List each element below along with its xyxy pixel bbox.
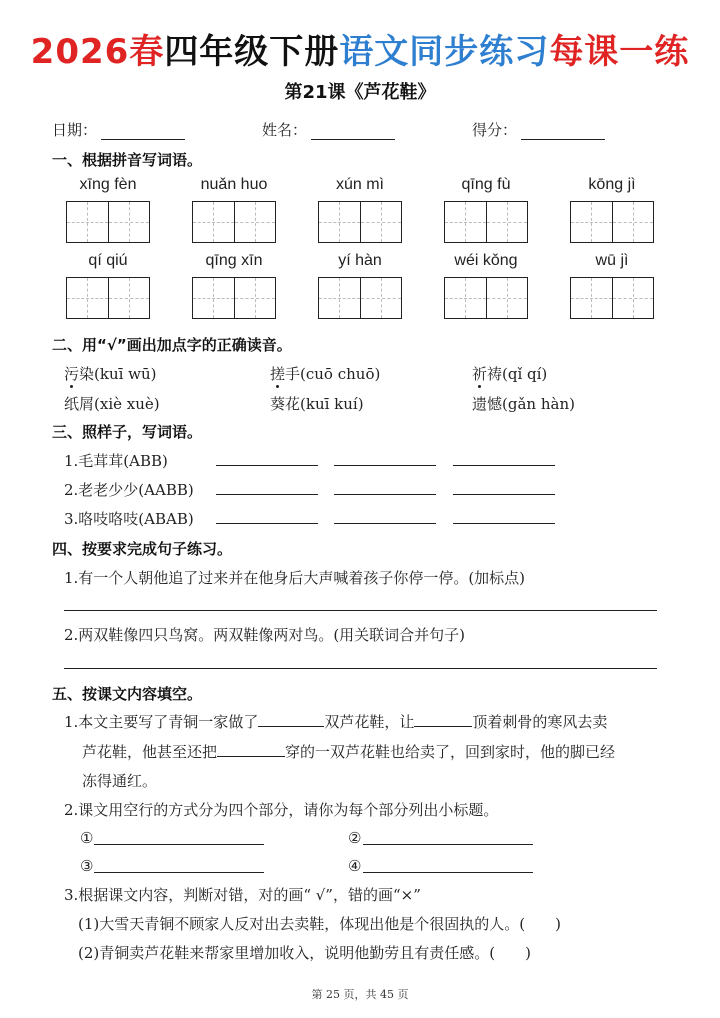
plain-char: 纸	[64, 395, 80, 413]
subtitle-mark: ①	[80, 829, 94, 847]
answer-line[interactable]	[94, 872, 264, 873]
answer-line[interactable]	[453, 523, 555, 524]
fill-blank-line	[82, 741, 615, 762]
fill-blank[interactable]	[217, 742, 285, 757]
sentence-question: 2.两双鞋像四只鸟窝。两双鞋像两对鸟。(用关联词合并句子)	[64, 626, 466, 644]
writing-grid-box[interactable]	[192, 277, 276, 319]
reading-item[interactable]	[64, 393, 160, 414]
writing-grid-box[interactable]	[570, 201, 654, 243]
pinyin-label: wū jì	[595, 252, 629, 269]
section-3-title: 三、照样子，写词语。	[52, 423, 203, 441]
pinyin-label: qīng fù	[461, 176, 511, 193]
name-blank[interactable]	[311, 125, 395, 140]
writing-grid-box[interactable]	[66, 277, 150, 319]
question-text: 3.根据课文内容，判断对错，对的画“ √”，错的画“×”	[64, 886, 421, 904]
answer-line[interactable]	[216, 523, 318, 524]
writing-grid-box[interactable]	[66, 201, 150, 243]
question-text: 冻得通红。	[82, 772, 158, 790]
answer-line[interactable]	[363, 844, 533, 845]
answer-line[interactable]	[334, 523, 436, 524]
score-field[interactable]	[472, 119, 605, 140]
question-text: 芦花鞋，他甚至还把	[82, 743, 218, 761]
section-4-title: 四、按要求完成句子练习。	[52, 540, 233, 558]
pattern-example: 2.老老少少(AABB)	[64, 481, 194, 499]
pinyin-label: kōng jì	[588, 176, 636, 193]
writing-grid-box[interactable]	[192, 201, 276, 243]
name-field[interactable]	[262, 119, 395, 140]
writing-grid-box[interactable]	[444, 201, 528, 243]
answer-line[interactable]	[334, 465, 436, 466]
section-5-title: 五、按课文内容填空。	[52, 685, 203, 703]
pinyin-label: wéi kǒng	[454, 252, 518, 269]
reading-item[interactable]	[472, 393, 575, 414]
lesson-title: 第21课《芦花鞋》	[284, 82, 436, 103]
judgement-item[interactable]: (1)大雪天青铜不顾家人反对出去卖鞋，体现出他是个很固执的人。( )	[78, 915, 561, 933]
reading-options: 染(kuī wū)	[79, 365, 157, 383]
question-text: 2.课文用空行的方式分为四个部分，请你为每个部分列出小标题。	[64, 801, 499, 819]
section-2-title: 二、用“√”画出加点字的正确读音。	[52, 336, 292, 354]
dotted-char: 搓	[270, 365, 286, 383]
question-text: 顶着刺骨的寒风去卖	[472, 713, 608, 731]
sentence-question: 1.有一个人朝他追了过来并在他身后大声喊着孩子你停一停。(加标点)	[64, 569, 526, 587]
writing-grid-box[interactable]	[444, 277, 528, 319]
reading-options: 手(cuō chuō)	[285, 365, 381, 383]
section-1-title: 一、根据拼音写词语。	[52, 151, 203, 169]
pattern-example: 3.咯吱咯吱(ABAB)	[64, 510, 194, 528]
date-field[interactable]	[52, 119, 185, 140]
pinyin-label: yí hàn	[338, 252, 382, 269]
writing-grid-box[interactable]	[318, 277, 402, 319]
subtitle-mark: ③	[80, 857, 94, 875]
pinyin-label: xún mì	[335, 176, 384, 193]
answer-line[interactable]	[64, 610, 657, 611]
reading-item[interactable]	[270, 393, 364, 414]
pattern-example: 1.毛茸茸(ABB)	[64, 452, 168, 470]
question-text: 穿的一双芦花鞋也给卖了，回到家时，他的脚已经	[285, 743, 616, 761]
writing-grid-box[interactable]	[318, 201, 402, 243]
dotted-char: 祈	[472, 365, 488, 383]
reading-item[interactable]	[270, 363, 380, 384]
pinyin-label: qí qiú	[88, 252, 128, 269]
reading-options: 祷(qǐ qí)	[487, 365, 548, 383]
score-blank[interactable]	[521, 125, 605, 140]
answer-line[interactable]	[453, 465, 555, 466]
plain-char: 葵	[270, 395, 286, 413]
fill-blank-line	[64, 711, 607, 732]
reading-options: 屑(xiè xuè)	[79, 395, 160, 413]
banner-grade: 四年级下册	[164, 32, 340, 72]
banner-year: 2026春	[30, 32, 165, 72]
subtitle-mark: ②	[348, 829, 362, 847]
answer-line[interactable]	[363, 872, 533, 873]
dotted-char: 污	[64, 365, 80, 383]
judgement-item[interactable]: (2)青铜卖芦花鞋来帮家里增加收入，说明他勤劳且有责任感。( )	[78, 944, 531, 962]
answer-line[interactable]	[94, 844, 264, 845]
fill-blank[interactable]	[414, 712, 472, 727]
writing-grid-box[interactable]	[570, 277, 654, 319]
score-label: 得分：	[472, 121, 518, 139]
pinyin-label: xīng fèn	[79, 176, 137, 193]
banner-subject: 语文同步练习	[339, 32, 550, 72]
answer-line[interactable]	[453, 494, 555, 495]
question-text: 1.本文主要写了青铜一家做了	[64, 713, 259, 731]
worksheet-banner	[0, 30, 720, 74]
pinyin-label: qīng xīn	[205, 252, 263, 269]
question-text: 双芦花鞋，让	[324, 713, 415, 731]
date-blank[interactable]	[101, 125, 185, 140]
date-label: 日期：	[52, 121, 98, 139]
pinyin-label: nuǎn huo	[200, 176, 268, 193]
subtitle-mark: ④	[348, 857, 362, 875]
reading-item[interactable]	[64, 363, 157, 384]
reading-options: 憾(gǎn hàn)	[487, 395, 575, 413]
plain-char: 遗	[472, 395, 488, 413]
reading-options: 花(kuī kuí)	[285, 395, 364, 413]
answer-line[interactable]	[64, 668, 657, 669]
reading-item[interactable]	[472, 363, 547, 384]
name-label: 姓名：	[262, 121, 308, 139]
answer-line[interactable]	[216, 494, 318, 495]
answer-line[interactable]	[334, 494, 436, 495]
page-number: 第 25 页，共 45 页	[311, 988, 409, 1001]
banner-series: 每课一练	[549, 32, 690, 72]
answer-line[interactable]	[216, 465, 318, 466]
fill-blank[interactable]	[258, 712, 324, 727]
